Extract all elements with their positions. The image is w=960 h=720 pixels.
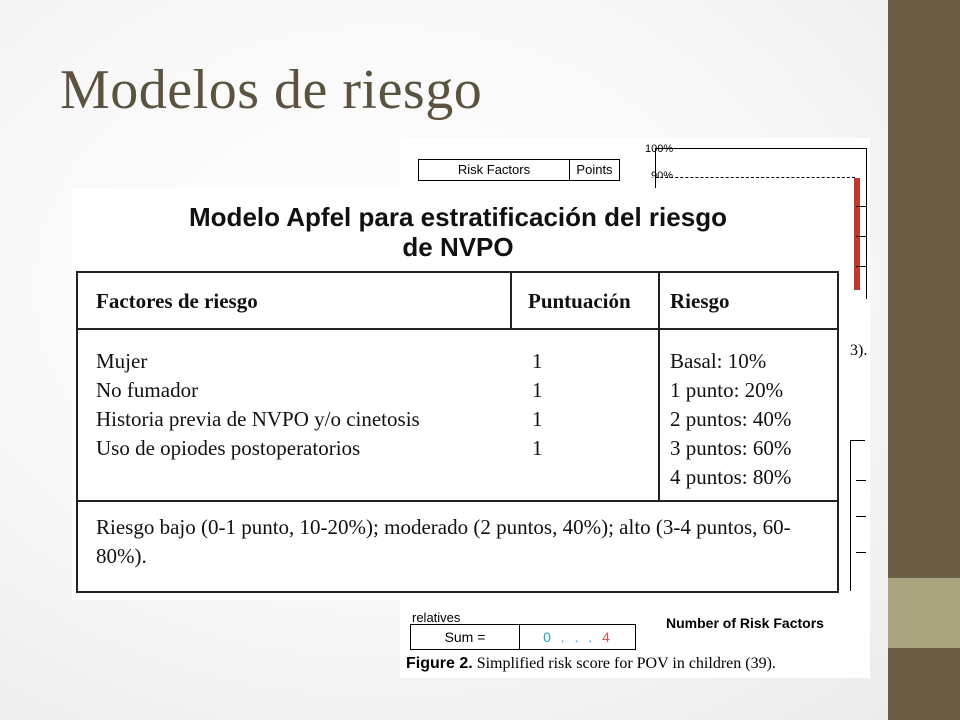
cut-off-text: 3). — [850, 342, 868, 359]
plot-tick — [856, 236, 866, 237]
table-divider — [658, 273, 660, 500]
sum-label: Sum = — [411, 625, 520, 649]
sum-range-max: 4 — [602, 629, 613, 645]
apfel-table — [76, 271, 839, 593]
points-list — [532, 347, 543, 463]
sum-row — [410, 624, 636, 650]
sidebar-decoration-top — [888, 0, 960, 578]
risk-item: 3 puntos: 60% — [670, 436, 792, 460]
y-label-90: 90% — [651, 170, 674, 178]
factor-item: Mujer — [96, 349, 148, 373]
plot-bar — [854, 178, 860, 290]
risk-item: 4 puntos: 80% — [670, 465, 792, 489]
sum-range-prefix: 0 . . . — [543, 629, 603, 645]
table-divider — [78, 328, 837, 330]
point-value: 1 — [532, 436, 543, 460]
risk-item: Basal: 10% — [670, 349, 767, 373]
point-value: 1 — [532, 407, 543, 431]
sum-range — [521, 625, 635, 649]
apfel-title-line1: Modelo Apfel para estratificación del riesgo — [189, 202, 727, 232]
figure-caption-text: Simplified risk score for POV in children (39). — [476, 655, 776, 672]
risk-summary-note: Riesgo bajo (0-1 punto, 10-20%); moderado (2 puntos, 40%); alto (3-4 puntos, 60-80%). — [96, 515, 791, 568]
factor-item: Historia previa de NVPO y/o cinetosis — [96, 407, 420, 431]
factor-item: No fumador — [96, 378, 199, 402]
plot-dashed-line — [655, 177, 855, 178]
y-label-100: 100% — [645, 143, 674, 155]
point-value: 1 — [532, 349, 543, 373]
plot-tick — [856, 206, 866, 207]
point-value: 1 — [532, 378, 543, 402]
figure-caption — [406, 655, 776, 673]
risk-factors-header-row — [418, 159, 620, 181]
apfel-title — [72, 202, 844, 262]
sidebar-decoration-accent — [888, 578, 960, 648]
factors-list — [96, 347, 420, 463]
slide-title: Modelos de riesgo — [60, 59, 483, 121]
plot-tick — [856, 266, 866, 267]
table-divider — [510, 273, 512, 328]
figure-caption-label: Figure 2. — [406, 655, 473, 672]
apfel-title-line2: de NVPO — [402, 232, 514, 262]
factor-item: Uso de opiodes postoperatorios — [96, 436, 361, 460]
risk-factors-header: Risk Factors — [419, 160, 570, 180]
plot2-tick — [856, 552, 866, 553]
header-riesgo: Riesgo — [670, 289, 730, 313]
header-factores: Factores de riesgo — [96, 289, 258, 313]
risk-item: 2 puntos: 40% — [670, 407, 792, 431]
apfel-model-image — [72, 188, 844, 600]
header-puntuacion: Puntuación — [528, 289, 631, 313]
risk-item: 1 punto: 20% — [670, 378, 784, 402]
table-divider — [78, 500, 837, 502]
plot2-tick — [856, 480, 866, 481]
risk-list — [670, 347, 791, 492]
relatives-text: relatives — [412, 610, 461, 625]
points-header: Points — [576, 162, 613, 177]
plot2-tick — [856, 516, 866, 517]
x-axis-label: Number of Risk Factors — [666, 615, 824, 631]
sidebar-decoration-bottom — [888, 648, 960, 720]
